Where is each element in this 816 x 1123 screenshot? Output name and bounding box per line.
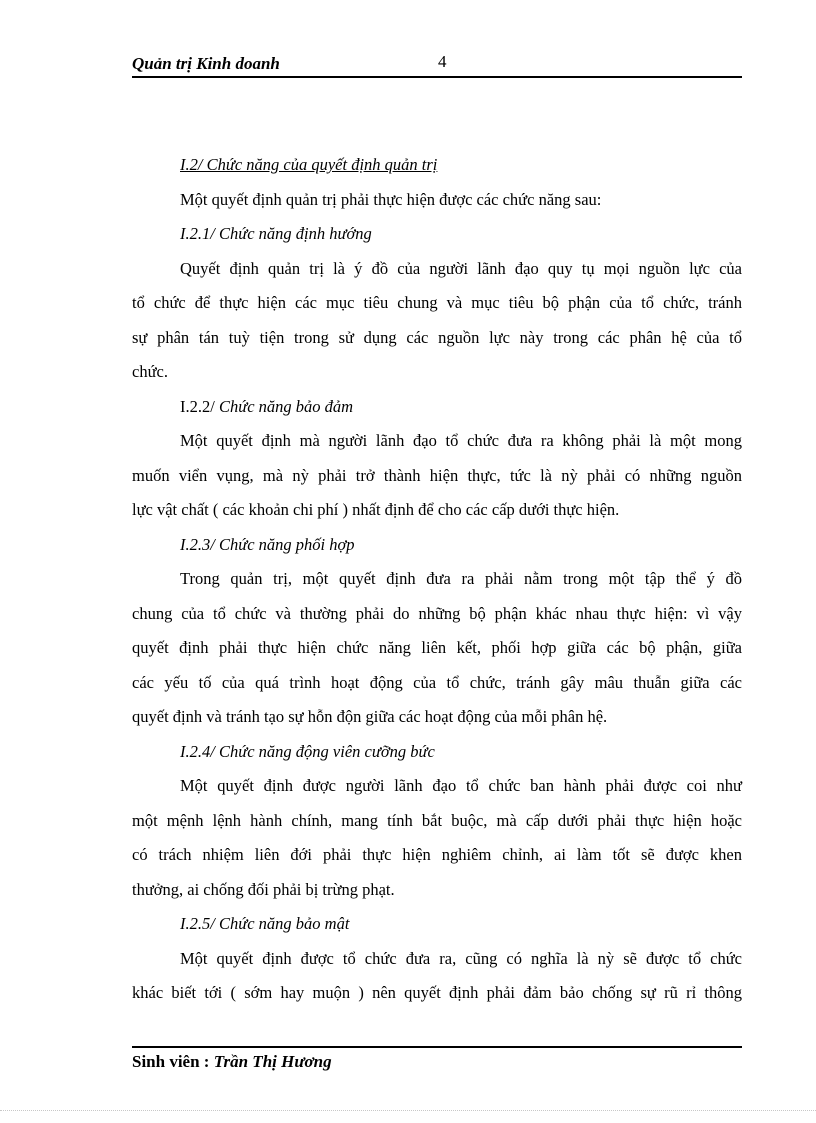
subsection-heading-4: I.2.4/ Chức năng động viên cưỡng bức — [180, 741, 435, 761]
intro-paragraph: Một quyết định quản trị phải thực hiện được các chức năng sau: — [180, 189, 602, 209]
paragraph-line: khác biết tới ( sớm hay muộn ) nên quyết định phải đảm bảo chống sự rũ rỉ thông — [132, 983, 742, 1002]
page-edge-divider — [0, 1110, 816, 1112]
subsection-heading-1: I.2.1/ Chức năng định hướng — [180, 224, 372, 243]
paragraph-line: Một quyết định được tổ chức đưa ra, cũng có nghĩa là nỳ sẽ được tổ chức — [180, 948, 742, 968]
paragraph-line: sự phân tán tuỳ tiện trong sử dụng các nguồn lực này trong các phân hệ của tổ — [132, 327, 742, 347]
subsection-heading-2 — [132, 390, 742, 425]
paragraph-line: muốn viển vụng, mà nỳ phải trở thành hiện thực, tức là nỳ phải có những nguồn — [132, 465, 742, 485]
paragraph-line: các yếu tố của quá trình hoạt động của tổ chức, tránh gây mâu thuẫn giữa các — [132, 672, 742, 692]
student-name: Trần Thị Hương — [213, 1052, 332, 1071]
paragraph-line: thưởng, ai chống đối phải bị trừng phạt. — [132, 879, 395, 899]
paragraph-line: tổ chức để thực hiện các mục tiêu chung và mục tiêu bộ phận của tổ chức, tránh — [132, 293, 742, 312]
paragraph-line: có trách nhiệm liên đới phải thực hiện nghiêm chỉnh, ai làm tốt sẽ được khen — [132, 845, 742, 864]
section-heading-text: I.2/ Chức năng của quyết định quản trị — [180, 155, 438, 174]
page-header — [132, 52, 742, 78]
paragraph-line: lực vật chất ( các khoản chi phí ) nhất định để cho các cấp dưới thực hiện. — [132, 500, 620, 519]
document-body — [132, 148, 742, 1011]
page-footer — [132, 1046, 742, 1072]
paragraph-line: Quyết định quản trị là ý đồ của người lãnh đạo quy tụ mọi nguồn lực của — [180, 258, 742, 278]
subsection-number: I.2.2/ — [180, 396, 215, 416]
page-number: 4 — [438, 52, 447, 71]
paragraph-line: một mệnh lệnh hành chính, mang tính bắt buộc, mà cấp dưới phải thực hiện hoặc — [132, 810, 742, 830]
paragraph-line: quyết định phải thực hiện chức năng liên kết, phối hợp giữa các bộ phận, giữa — [132, 638, 742, 657]
paragraph-line: Một quyết định mà người lãnh đạo tổ chức đưa ra không phải là một mong — [180, 431, 742, 450]
section-heading — [132, 148, 742, 183]
paragraph-line: chung của tổ chức và thường phải do những bộ phận khác nhau thực hiện: vì vậy — [132, 603, 742, 623]
paragraph-line: chức. — [132, 362, 168, 381]
subsection-title: Chức năng bảo đảm — [214, 396, 354, 416]
header-title: Quản trị Kinh doanh — [132, 54, 280, 73]
footer-label: Sinh viên : — [132, 1052, 214, 1071]
paragraph-line: Một quyết định được người lãnh đạo tổ chức ban hành phải được coi như — [180, 776, 742, 795]
paragraph-line: quyết định và tránh tạo sự hỗn độn giữa các hoạt động của mỗi phân hệ. — [132, 707, 608, 726]
subsection-heading-3: I.2.3/ Chức năng phối hợp — [180, 534, 355, 554]
subsection-heading-5: I.2.5/ Chức năng bảo mật — [180, 914, 350, 933]
paragraph-line: Trong quản trị, một quyết định đưa ra phải nằm trong một tập thể ý đồ — [180, 569, 742, 588]
